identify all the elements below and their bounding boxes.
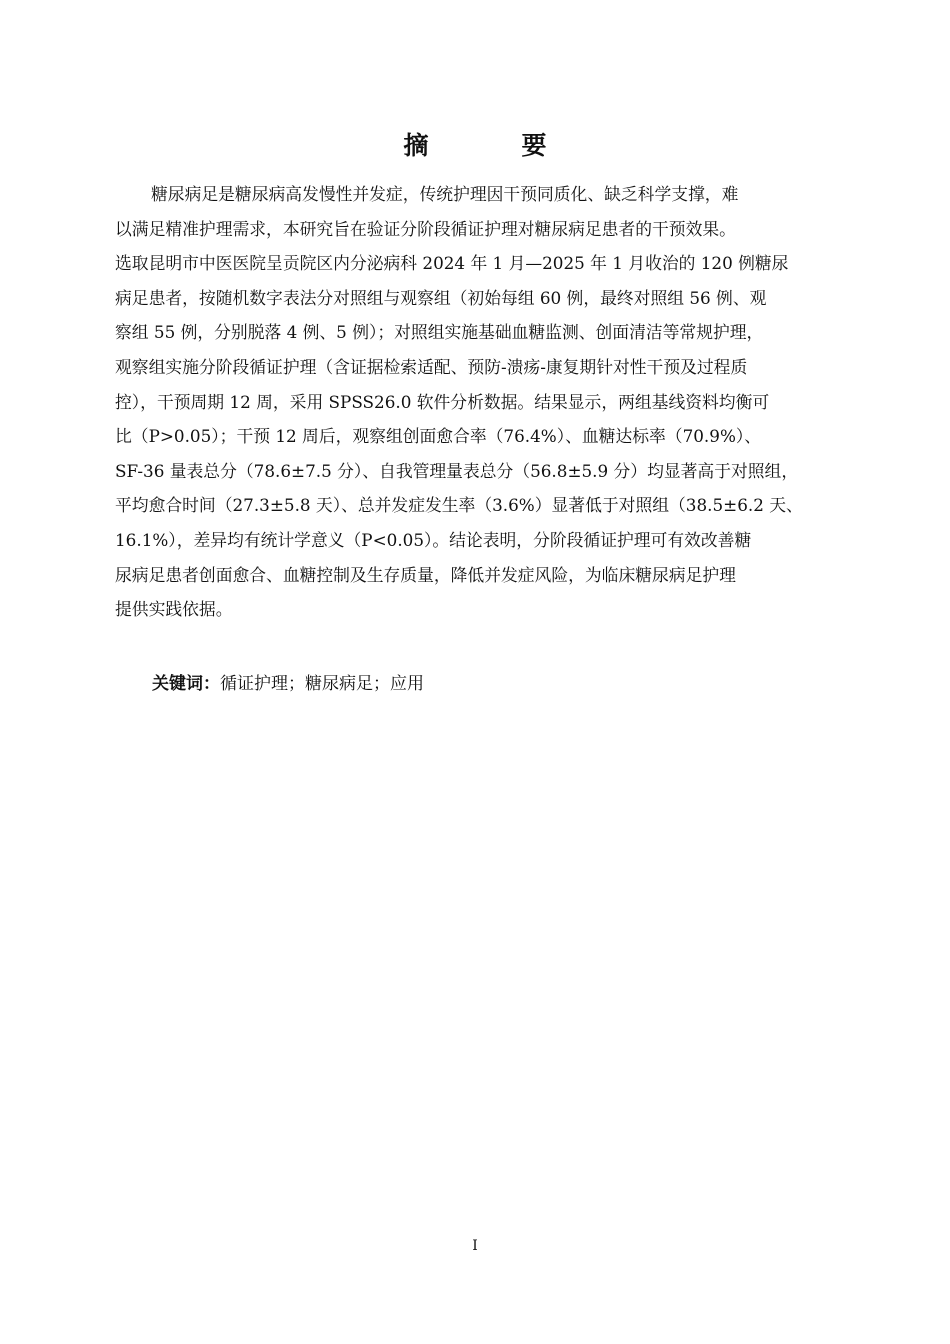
keywords-label: 关键词：	[152, 674, 220, 694]
abstract-line: 选取昆明市中医医院呈贡院区内分泌病科 2024 年 1 月—2025 年 1 月收治的 120 例糖尿	[115, 253, 789, 274]
abstract-line: 控），干预周期 12 周，采用 SPSS26.0 软件分析数据。结果显示，两组基线资料均衡可	[115, 391, 770, 412]
abstract-line: 糖尿病足是糖尿病高发慢性并发症，传统护理因干预同质化、缺乏科学支撑，难	[151, 184, 739, 204]
abstract-line: 尿病足患者创面愈合、血糖控制及生存质量，降低并发症风险，为临床糖尿病足护理	[115, 564, 736, 585]
abstract-line: 病足患者，按随机数字表法分对照组与观察组（初始每组 60 例，最终对照组 56 例、观	[115, 287, 767, 308]
keywords-text: 循证护理；糖尿病足；应用	[220, 674, 424, 694]
abstract-title: 摘 要	[403, 131, 581, 160]
abstract-line: 平均愈合时间（27.3±5.8 天）、总并发症发生率（3.6%）显著低于对照组（38.5±6.2 天、	[115, 495, 803, 516]
abstract-line: 16.1%），差异均有统计学意义（P<0.05）。结论表明，分阶段循证护理可有效改善糖	[115, 529, 752, 550]
abstract-line: 观察组实施分阶段循证护理（含证据检索适配、预防-溃疡-康复期针对性干预及过程质	[115, 356, 748, 377]
abstract-line: 以满足精准护理需求，本研究旨在验证分阶段循证护理对糖尿病足患者的干预效果。	[115, 218, 736, 239]
abstract-line: 提供实践依据。	[115, 599, 233, 620]
abstract-line: SF-36 量表总分（78.6±7.5 分）、自我管理量表总分（56.8±5.9 分）均显著高于对照组，	[115, 460, 799, 481]
keywords	[152, 670, 424, 698]
page-number: I	[472, 1238, 478, 1254]
abstract-line: 比（P>0.05）；干预 12 周后，观察组创面愈合率（76.4%）、血糖达标率（70.9%）、	[115, 426, 762, 447]
abstract-body	[115, 177, 845, 627]
abstract-line: 察组 55 例，分别脱落 4 例、5 例）；对照组实施基础血糖监测、创面清洁等常规护理，	[115, 322, 764, 343]
